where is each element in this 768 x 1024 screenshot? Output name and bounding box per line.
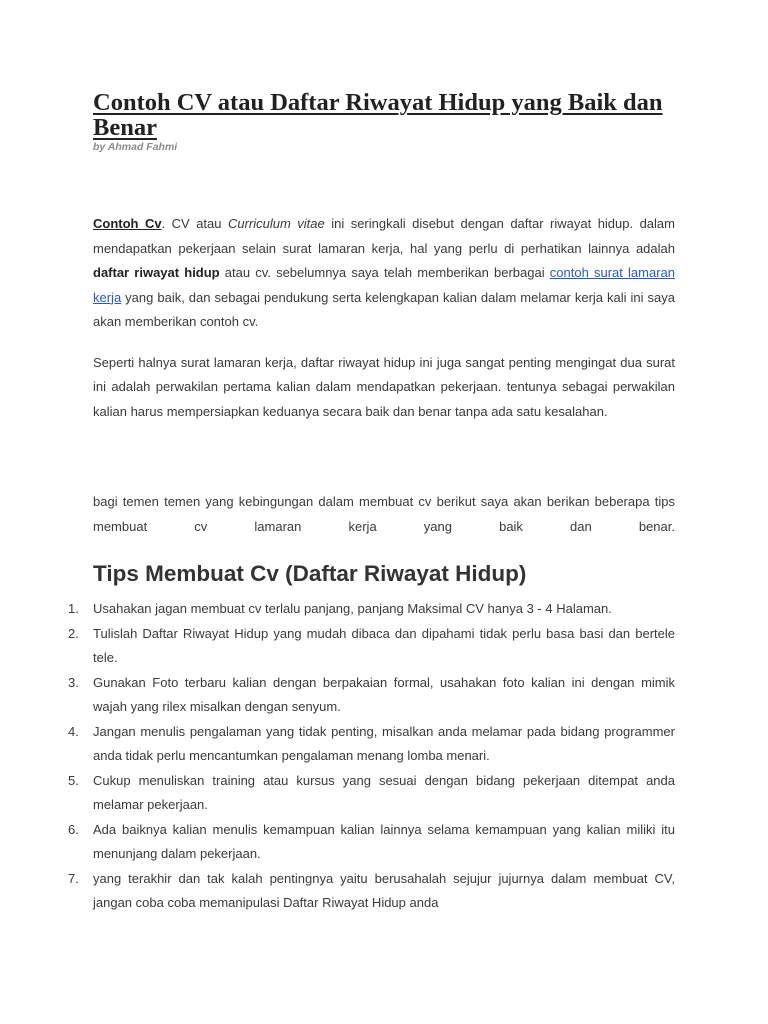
list-text: Jangan menulis pengalaman yang tidak penting, misalkan anda melamar pada bidang programmer anda tidak perlu mencantumkan pengalaman menang lomba menari. (93, 723, 675, 763)
list-number: 3. (68, 674, 79, 690)
text: ini seringkali disebut dengan daftar riwayat hidup. dalam mendapatkan pekerjaan selain surat lamaran kerja, hal yang perlu di perhatikan lainnya adalah (93, 216, 675, 256)
list-number: 4. (68, 723, 79, 739)
list-number: 7. (68, 870, 79, 886)
second-paragraph: Seperti halnya surat lamaran kerja, daftar riwayat hidup ini juga sangat penting mengingat dua surat ini adalah perwakilan pertama kalian dalam mendapatkan pekerjaan. tentunya sebagai perwakilan kalian harus mempersiapkan keduanya secara baik dan benar tanpa ada satu kesalahan. (93, 354, 675, 419)
third-paragraph: bagi temen temen yang kebingungan dalam membuat cv berikut saya akan berikan beberapa tips membuat cv lamaran kerja yang baik dan benar. (93, 494, 675, 534)
list-item (68, 622, 675, 671)
bold-term: daftar riwayat hidup (93, 265, 220, 280)
list-item (68, 597, 675, 622)
list-text: Ada baiknya kalian menulis kemampuan kalian lainnya selama kemampuan yang kalian miliki itu menunjang dalam pekerjaan. (93, 821, 675, 861)
cover-letter-link[interactable]: contoh surat lamaran kerja (93, 265, 675, 305)
italic-term: Curriculum vitae (227, 216, 325, 231)
text: atau cv. sebelumnya saya telah memberikan berbagai (219, 265, 550, 280)
text: yang baik, dan sebagai pendukung serta kelengkapan kalian dalam melamar kerja kali ini saya akan memberikan contoh cv. (93, 289, 675, 329)
list-text: Cukup menuliskan training atau kursus yang sesuai dengan bidang pekerjaan ditempat anda melamar pekerjaan. (93, 772, 675, 812)
list-item (68, 867, 675, 916)
list-number: 5. (68, 772, 79, 788)
article-title: Contoh CV atau Daftar Riwayat Hidup yang Baik dan Benar (93, 89, 663, 141)
list-text: Gunakan Foto terbaru kalian dengan berpakaian formal, usahakan foto kalian ini dengan mimik wajah yang rilex misalkan dengan senyum. (93, 674, 675, 714)
list-number: 6. (68, 821, 79, 837)
tips-heading: Tips Membuat Cv (Daftar Riwayat Hidup) (93, 561, 527, 586)
list-item (68, 671, 675, 720)
list-number: 1. (68, 601, 79, 616)
text: . CV atau (161, 216, 228, 231)
list-number: 2. (68, 625, 79, 641)
document-page (68, 89, 675, 916)
list-text: yang terakhir dan tak kalah pentingnya yaitu berusahalah sejujur jujurnya dalam membuat CV, jangan coba coba memanipulasi Daftar Riwayat Hidup anda (93, 870, 675, 910)
tips-list (68, 597, 675, 916)
author-byline: by Ahmad Fahmi (93, 141, 178, 153)
intro-paragraph (93, 212, 675, 335)
list-item (68, 720, 675, 769)
lead-term: Contoh Cv (93, 216, 162, 231)
list-text: Tulislah Daftar Riwayat Hidup yang mudah dibaca dan dipahami tidak perlu basa basi dan bertele tele. (93, 625, 675, 665)
list-text: Usahakan jagan membuat cv terlalu panjang, panjang Maksimal CV hanya 3 - 4 Halaman. (93, 601, 612, 616)
list-item (68, 818, 675, 867)
list-item (68, 769, 675, 818)
